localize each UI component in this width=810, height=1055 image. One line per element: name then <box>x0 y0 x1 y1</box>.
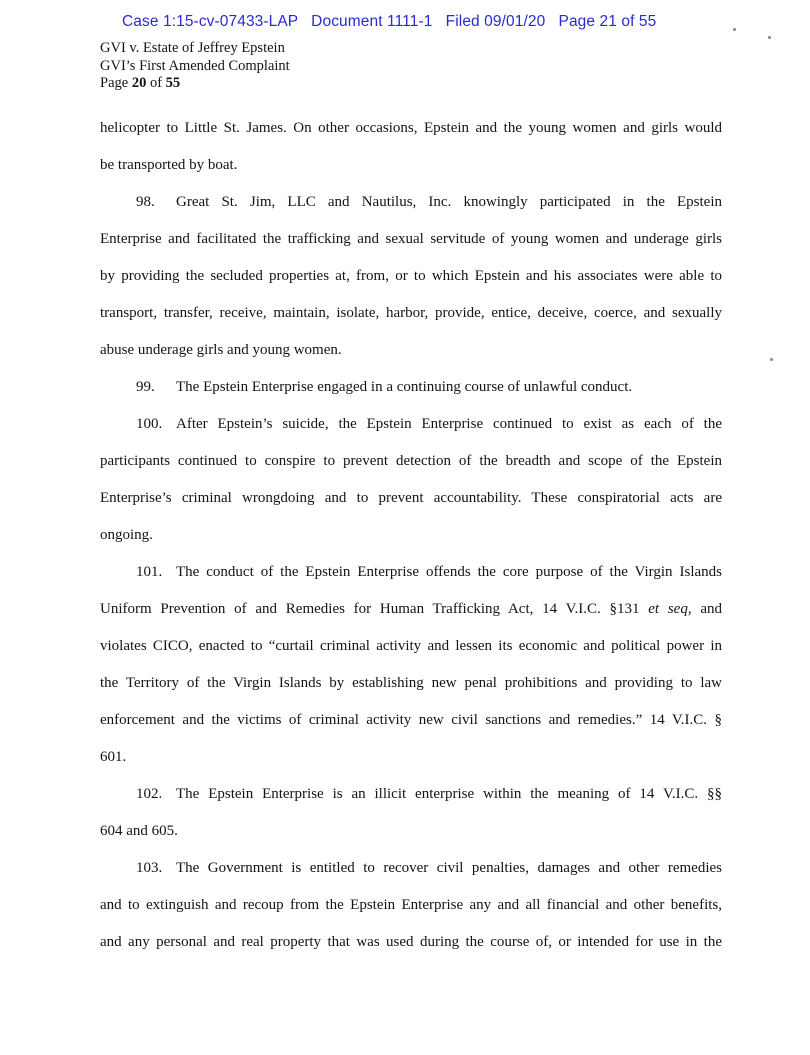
paragraph-line: 601. <box>100 749 127 765</box>
paragraph-line: 99. The Epstein Enterprise engaged in a continuing course of unlawful conduct. <box>100 369 722 406</box>
paragraph <box>100 369 722 406</box>
paragraph-line: the Territory of the Virgin Islands by establishing new penal prohibitions and providing to law <box>100 675 722 691</box>
paragraph-line: 102. The Epstein Enterprise is an illicit enterprise within the meaning of 14 V.I.C. §§ <box>100 776 722 813</box>
paragraph <box>100 184 722 369</box>
paragraph-line: ongoing. <box>100 527 153 543</box>
paragraph-line: violates CICO, enacted to “curtail criminal activity and lessen its economic and political power in <box>100 638 722 654</box>
case-caption <box>100 40 290 93</box>
paragraph-number: 100. <box>136 416 163 432</box>
paragraph-number: 102. <box>136 786 163 802</box>
scan-artifact <box>770 358 773 361</box>
paragraph-line: transport, transfer, receive, maintain, isolate, harbor, provide, entice, deceive, coerce, and sexually <box>100 305 722 321</box>
document-body <box>100 110 722 961</box>
ecf-stamp: Case 1:15-cv-07433-LAP Document 1111-1 Filed 09/01/20 Page 21 of 55 <box>122 13 657 30</box>
paragraph-line: be transported by boat. <box>100 157 238 173</box>
paragraph-line: by providing the secluded properties at, from, or to which Epstein and his associates were able to <box>100 268 722 284</box>
caption-line: Page 20 of 55 <box>100 75 181 91</box>
paragraph-line: participants continued to conspire to prevent detection of the breadth and scope of the Epstein <box>100 453 722 469</box>
paragraph-line: 103. The Government is entitled to recover civil penalties, damages and other remedies <box>100 850 722 887</box>
paragraph-line: helicopter to Little St. James. On other occasions, Epstein and the young women and girls would <box>100 120 722 136</box>
paragraph-line: abuse underage girls and young women. <box>100 342 342 358</box>
paragraph <box>100 110 722 184</box>
paragraph-line: 604 and 605. <box>100 823 178 839</box>
paragraph-number: 101. <box>136 564 163 580</box>
paragraph-line: enforcement and the victims of criminal activity new civil sanctions and remedies.” 14 V.I.C. § <box>100 712 722 728</box>
scan-artifact <box>733 28 736 31</box>
paragraph-line: Enterprise and facilitated the trafficking and sexual servitude of young women and underage girls <box>100 231 722 247</box>
paragraph-line: 101. The conduct of the Epstein Enterprise offends the core purpose of the Virgin Islands <box>100 554 722 591</box>
caption-line: GVI’s First Amended Complaint <box>100 57 290 74</box>
paragraph-line: Uniform Prevention of and Remedies for Human Trafficking Act, 14 V.I.C. §131 et seq, and <box>100 601 722 617</box>
paragraph-number: 99. <box>136 379 155 395</box>
paragraph-number: 98. <box>136 194 155 210</box>
paragraph-line: 98. Great St. Jim, LLC and Nautilus, Inc. knowingly participated in the Epstein <box>100 184 722 221</box>
paragraph-line: Enterprise’s criminal wrongdoing and to prevent accountability. These conspiratorial acts are <box>100 490 722 506</box>
paragraph-line: and any personal and real property that was used during the course of, or intended for use in the <box>100 934 722 950</box>
paragraph <box>100 554 722 776</box>
paragraph <box>100 406 722 554</box>
paragraph-number: 103. <box>136 860 163 876</box>
paragraph <box>100 850 722 961</box>
paragraph-line: 100. After Epstein’s suicide, the Epstein Enterprise continued to exist as each of the <box>100 406 722 443</box>
paragraph <box>100 776 722 850</box>
scan-artifact <box>768 36 771 39</box>
paragraph-line: and to extinguish and recoup from the Epstein Enterprise any and all financial and other benefits, <box>100 897 722 913</box>
caption-line: GVI v. Estate of Jeffrey Epstein <box>100 40 285 56</box>
